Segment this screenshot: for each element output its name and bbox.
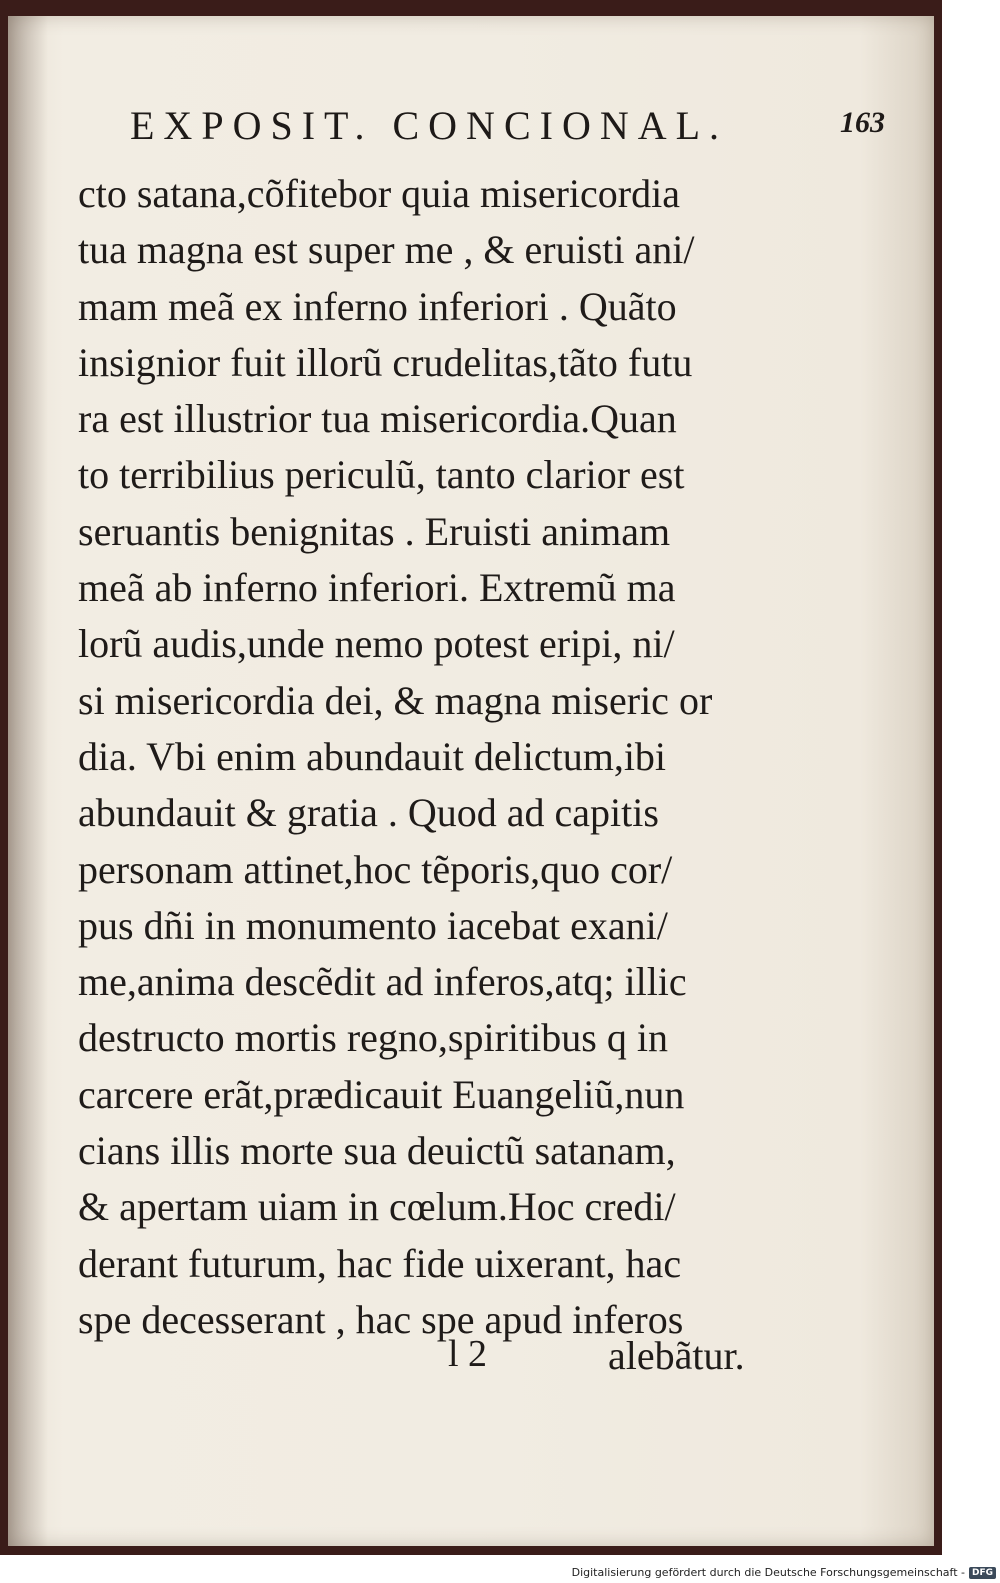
text-line: insignior fuit illorũ crudelitas,tãto futu [78, 339, 693, 385]
text-line: cto satana,cõfitebor quia misericordia [78, 171, 680, 216]
signature-mark: l 2 [448, 1333, 488, 1375]
dfg-logo-icon: DFG [969, 1567, 996, 1579]
running-head [8, 102, 934, 152]
text-line: me,anima descẽdit ad inferos,atq; illic [78, 959, 687, 1005]
text-line: tua magna est super me , & eruisti ani/ [78, 227, 695, 273]
running-title: EXPOSIT. CONCIONAL. [130, 103, 729, 148]
page-footer [8, 1324, 934, 1384]
text-line: & apertam uiam in cœlum.Hoc credi/ [78, 1184, 676, 1230]
text-line: carcere erãt,prædicauit Euangeliũ,nun [78, 1071, 685, 1117]
text-line: destructo mortis regno,spiritibus q in [78, 1015, 668, 1061]
text-block [78, 166, 828, 1348]
text-line: personam attinet,hoc tẽporis,quo cor/ [78, 846, 673, 892]
text-line: spe decesserant , hac spe apud inferos [78, 1296, 684, 1342]
text-line: mam meã ex inferno inferiori . Quãto [78, 283, 677, 329]
text-line: pus dñi in monumento iacebat exani/ [78, 902, 668, 948]
text-line: meã ab inferno inferiori. Extremũ ma [78, 565, 676, 611]
book-page [8, 16, 934, 1546]
text-line: abundauit & gratia . Quod ad capitis [78, 790, 659, 836]
catchword: alebãtur. [608, 1333, 745, 1378]
text-line: cians illis morte sua deuictũ satanam, [78, 1128, 676, 1174]
text-line: ra est illustrior tua misericordia.Quan [78, 396, 677, 442]
text-line: lorũ audis,unde nemo potest eripi, ni/ [78, 621, 675, 667]
text-line: to terribilius periculũ, tanto clarior est [78, 452, 685, 498]
text-line: dia. Vbi enim abundauit delictum,ibi [78, 733, 667, 779]
digitization-credit [572, 1566, 996, 1579]
folio-number: 163 [840, 106, 885, 139]
text-line: seruantis benignitas . Eruisti animam [78, 508, 671, 554]
gutter-shadow [8, 16, 48, 1546]
text-line: derant futurum, hac fide uixerant, hac [78, 1240, 682, 1286]
text-line: si misericordia dei, & magna miseric or [78, 677, 713, 723]
credit-text: Digitalisierung gefördert durch die Deutsche Forschungsgemeinschaft - [571, 1566, 965, 1579]
